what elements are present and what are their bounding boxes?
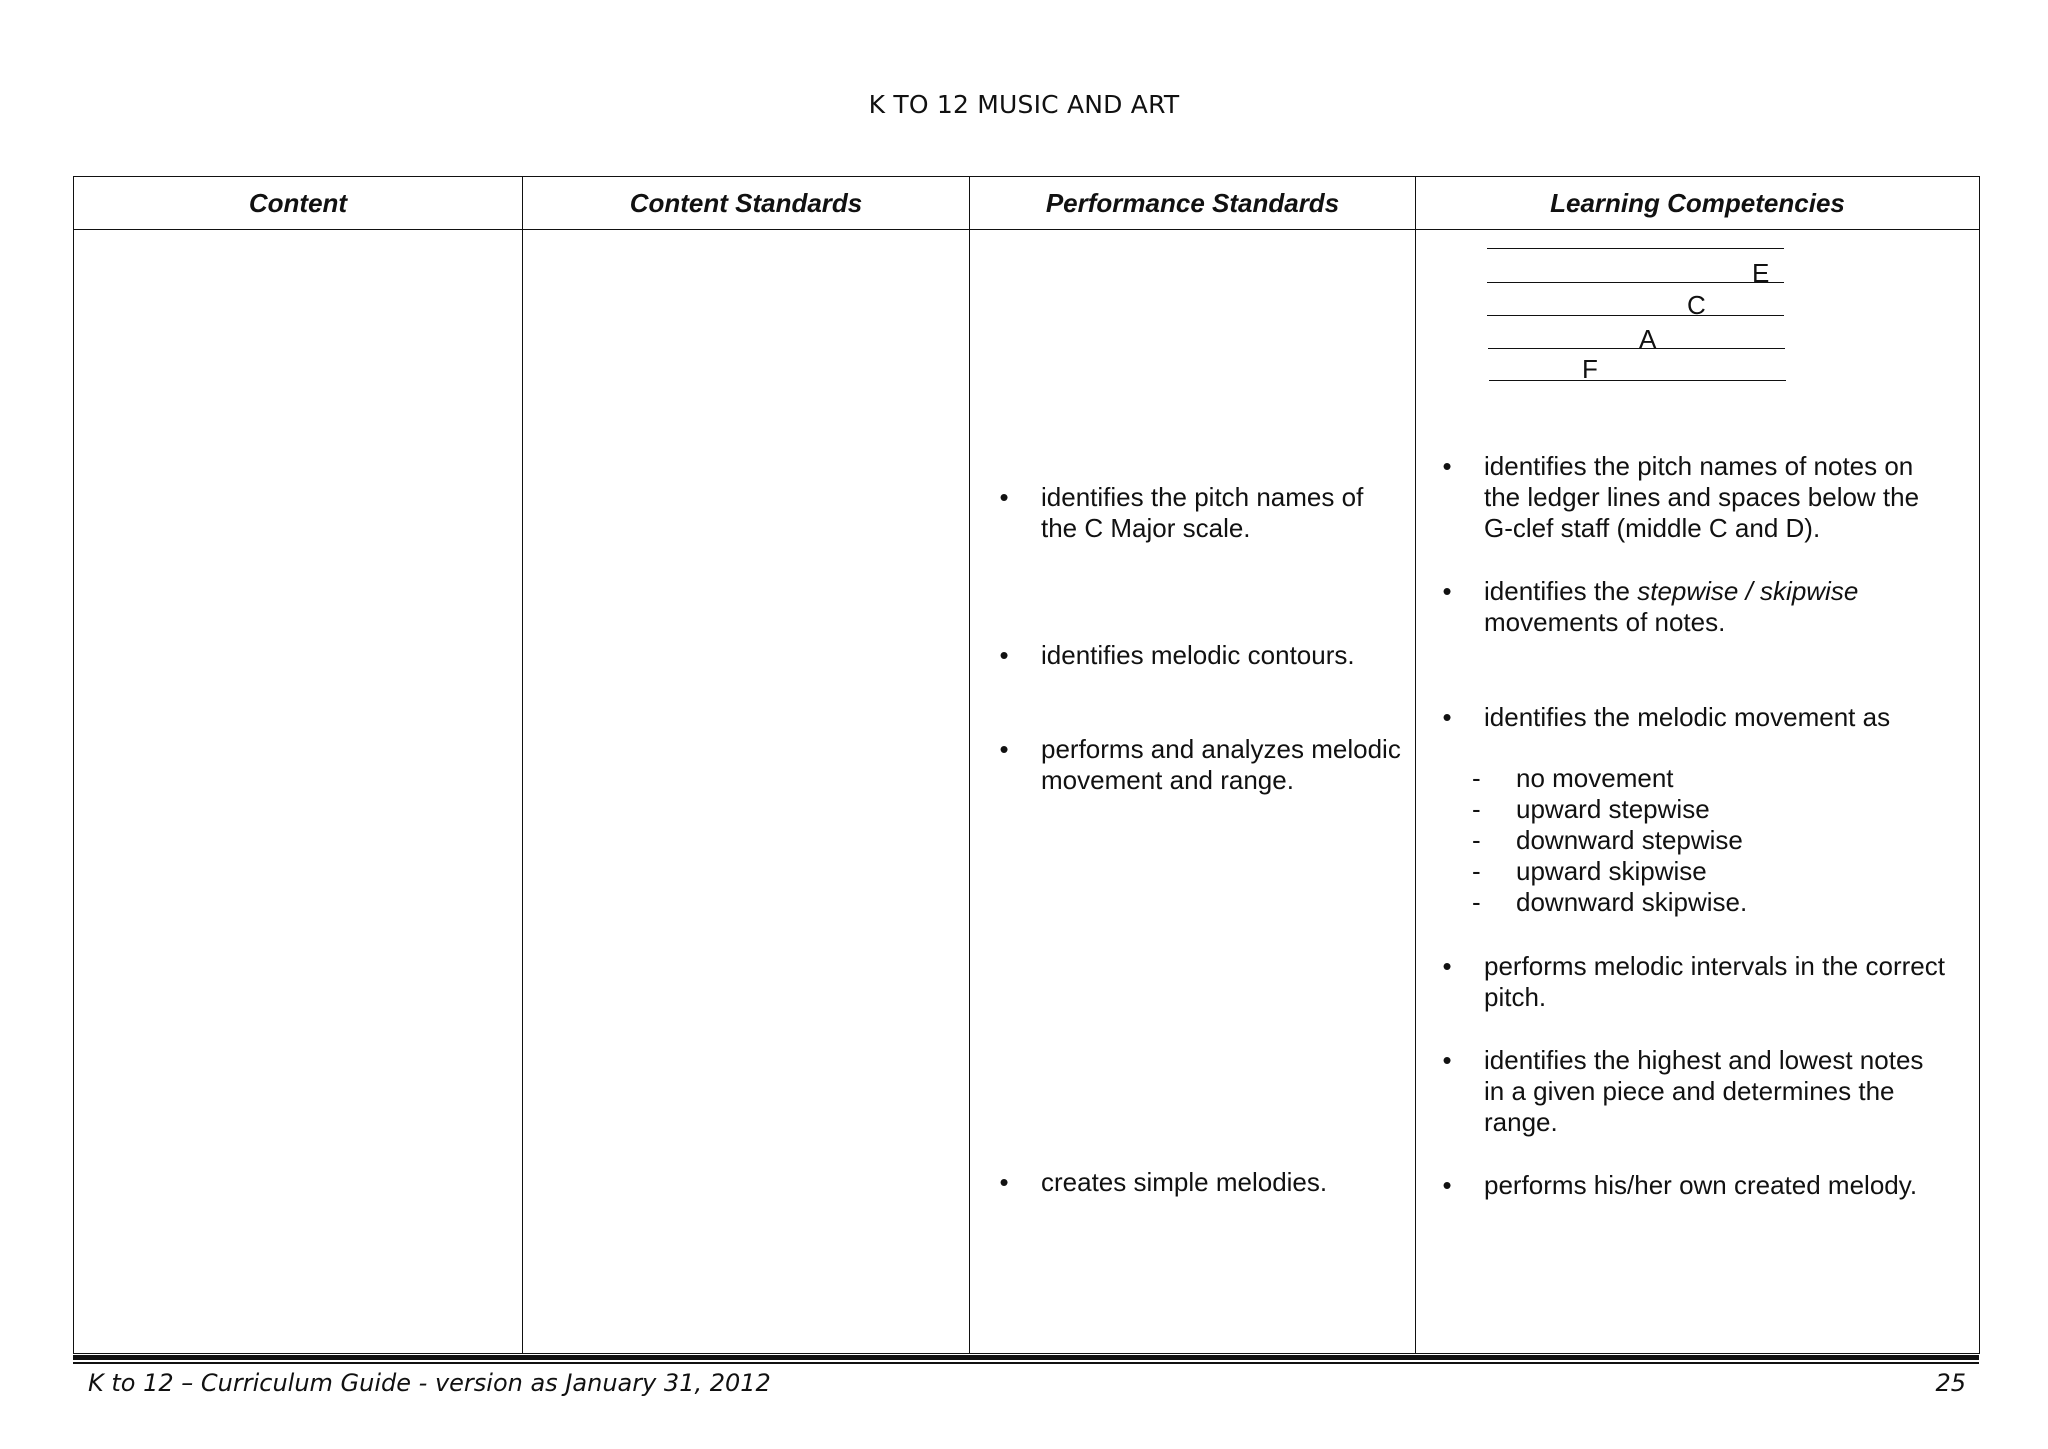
staff-note-e: E (1752, 258, 1770, 288)
footer-document-version: K to 12 – Curriculum Guide - version as January 31, 2012 (88, 1369, 771, 1397)
bullet-icon: • (999, 482, 1009, 512)
curriculum-table (73, 176, 1980, 1354)
staff-line (1487, 248, 1784, 249)
bullet-icon: • (999, 734, 1009, 764)
content-standards-cell (523, 230, 970, 1354)
content-cell (74, 230, 523, 1354)
learning-competencies-cell: E C A F • identifies the pitch names of notes on the ledger lines and spaces below the G-clef staff (middle C and D). • identifies the stepwise / skipwise movements of notes. • identifies the melodic movement as - no movement - upward stepwise - downward stepwise - upward skipwise - downward skipwise. • performs melodic intervals in the correct pitch. • identifies the highest and lowest notes in a given piece and determines the range. • performs his/her own created melody. (1416, 230, 1980, 1354)
performance-standards-cell: • identifies the pitch names of the C Major scale. • identifies melodic contours. • performs and analyzes melodic movement and range. • creates simple melodies. (970, 230, 1416, 1354)
table-body-row (74, 230, 1980, 1354)
staff-line (1488, 348, 1785, 349)
page-header-title: K TO 12 MUSIC AND ART (868, 90, 1180, 119)
bullet-icon: • (999, 1167, 1009, 1197)
footer-rule-thick (73, 1355, 1979, 1360)
bullet-icon: • (1442, 1045, 1452, 1075)
bullet-icon: • (1442, 702, 1452, 732)
bullet-icon: • (1442, 451, 1452, 481)
footer-page-number: 25 (1935, 1369, 1966, 1397)
staff-line (1487, 315, 1784, 316)
staff-note-f: F (1582, 354, 1598, 384)
column-header-performance-standards: Performance Standards (970, 177, 1416, 230)
bullet-icon: • (999, 640, 1009, 670)
staff-note-c: C (1687, 290, 1706, 320)
column-header-content: Content (74, 177, 523, 230)
staff-note-a: A (1639, 324, 1657, 354)
column-header-content-standards: Content Standards (523, 177, 970, 230)
bullet-icon: • (1442, 951, 1452, 981)
staff-line (1489, 380, 1786, 381)
table-header-row (74, 177, 1980, 230)
bullet-icon: • (1442, 576, 1452, 606)
footer-rule-thin (73, 1362, 1979, 1364)
staff-line (1487, 282, 1784, 283)
bullet-icon: • (1442, 1170, 1452, 1200)
column-header-learning-competencies: Learning Competencies (1416, 177, 1980, 230)
